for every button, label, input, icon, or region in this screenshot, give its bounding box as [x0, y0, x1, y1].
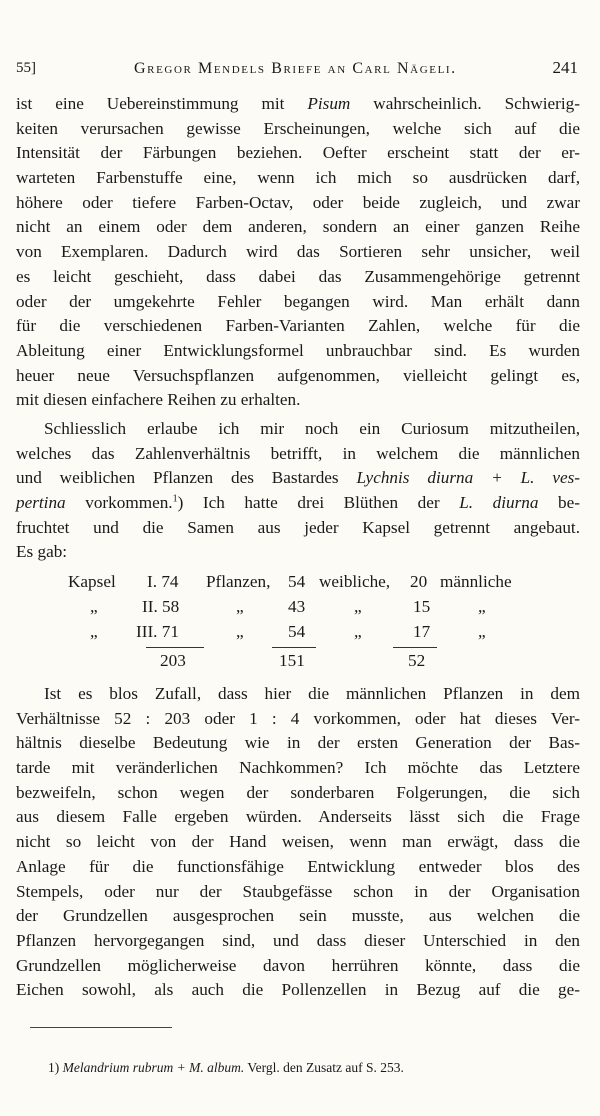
total-female: 151 [279, 651, 305, 670]
table-cell: „ [354, 597, 362, 616]
text-line: der Grundzellen ausgesprochen sein musste, aus welchen die [16, 906, 580, 926]
text-line: welches das Zahlenverhältnis betrifft, in welchem die männlichen [16, 443, 580, 463]
total-plants: 203 [160, 651, 186, 670]
running-title: Gregor Mendels Briefe an Carl Nägeli. [134, 60, 457, 77]
running-header [16, 58, 578, 84]
table-cell: „ [90, 622, 98, 641]
text-line: Stempels, oder nur der Staubgefässe schon in der Organisation [16, 881, 580, 901]
table-cell: I. 74 [147, 572, 179, 591]
table-cell: weibliche, [319, 572, 391, 591]
table-cell: 54 [288, 622, 306, 641]
section-number: 55] [16, 60, 36, 76]
text-line: Verhältnisse 52 : 203 oder 1 : 4 vorkommen, oder hat dieses Ver- [16, 708, 580, 728]
text-line: Anlage für die functionsfähige Entwicklung entweder blos des [16, 856, 580, 876]
text-line: Eichen sowohl, als auch die Pollenzellen in Bezug auf die ge- [16, 980, 580, 1000]
table-row [16, 622, 580, 647]
total-male: 52 [408, 651, 426, 670]
text-line: warteten Farbenstuffe eine, wenn ich mich so ausdrücken darf, [16, 168, 580, 188]
text-line: Es gab: [16, 542, 68, 562]
text-line: fruchtet und die Samen aus jeder Kapsel getrennt angebaut. [16, 517, 580, 537]
sum-rule [393, 647, 437, 648]
count-table [16, 572, 580, 647]
text-line: oder der umgekehrte Fehler begangen wird. Man erhält dann [16, 291, 580, 311]
table-cell: „ [478, 597, 486, 616]
text-line: Pflanzen hervorgegangen sind, und dass dieser Unterschied in den [16, 930, 580, 950]
table-cell: 17 [413, 622, 431, 641]
table-cell: „ [236, 597, 244, 616]
table-cell: 15 [413, 597, 431, 616]
text-line: für die verschiedenen Farben-Varianten Zahlen, welche für die [16, 316, 580, 336]
text-line: bezweifeln, schon wegen der sonderbaren Folgerungen, die sich [16, 782, 580, 802]
table-cell: „ [478, 622, 486, 641]
table-cell: 43 [288, 597, 306, 616]
text-line: nicht so leicht von der Hand weisen, wenn man erwägt, dass die [16, 832, 580, 852]
table-cell: „ [354, 622, 362, 641]
paragraph-3 [16, 682, 580, 1003]
sum-rule [146, 647, 204, 648]
page-number: 241 [552, 58, 578, 77]
text-line: heuer neue Versuchspflanzen aufgenommen, vielleicht gelingt es, [16, 365, 580, 385]
table-cell: 54 [288, 572, 306, 591]
text-line: Ableitung einer Entwicklungsformel unbrauchbar sind. Es wurden [16, 340, 580, 360]
text-line: tarde mit veränderlichen Nachkommen? Ich möchte das Letztere [16, 758, 580, 778]
text-line: es leicht geschieht, dass dabei das Zusammengehörige getrennt [16, 266, 580, 286]
text-line: Ist es blos Zufall, dass hier die männlichen Pflanzen in dem [44, 684, 580, 703]
text-line: keiten verursachen gewisse Erscheinungen, welche sich auf die [16, 118, 580, 138]
table-cell: II. 58 [142, 597, 180, 616]
table-cell: männliche [440, 572, 512, 591]
table-cell: „ [90, 597, 98, 616]
text-line: aus diesem Falle ergeben würden. Anderseits lässt sich die Frage [16, 807, 580, 827]
table-cell: III. 71 [136, 622, 179, 641]
text-line: nicht an einem oder dem anderen, sondern an einer ganzen Reihe [16, 217, 580, 237]
text-line: Intensität der Färbungen beziehen. Oefter erscheint statt der er- [16, 143, 580, 163]
text-line: Schliesslich erlaube ich mir noch ein Curiosum mitzutheilen, [44, 419, 580, 438]
table-cell: Kapsel [68, 572, 116, 591]
text-line: pertina vorkommen.$^1$) Ich hatte drei Blüthen der L. diurna be- [16, 493, 581, 513]
table-row [16, 597, 580, 622]
paragraph-2 [16, 417, 580, 565]
footnote: 1) Melandrium rubrum + M. album. Vergl. den Zusatz auf S. 253. [48, 1060, 404, 1075]
footnote-divider [30, 1027, 172, 1028]
text-line: ist eine Uebereinstimmung mit Pisum wahrscheinlich. Schwierig- [16, 94, 580, 113]
paragraph-1 [16, 92, 580, 413]
text-line: von Exemplaren. Dadurch wird das Sortieren sehr unsicher, weil [16, 242, 580, 262]
table-cell: 20 [410, 572, 428, 591]
text-line: Grundzellen möglicherweise davon herrühren könnte, dass die [16, 955, 580, 975]
table-row [16, 572, 580, 597]
table-cell: „ [236, 622, 244, 641]
footnote-ref: 1 [172, 493, 178, 505]
text-line: hältnis dieselbe Bedeutung wie in der ersten Generation der Bas- [16, 733, 580, 753]
text-line: höhere oder tiefere Farben-Octav, oder beide zugleich, und zwar [16, 192, 580, 212]
text-line: und weiblichen Pflanzen des Bastardes Lychnis diurna + L. ves- [16, 468, 580, 488]
table-cell: Pflanzen, [206, 572, 271, 591]
text-line: mit diesen einfachere Reihen zu erhalten. [16, 390, 301, 410]
sum-rule [272, 647, 316, 648]
